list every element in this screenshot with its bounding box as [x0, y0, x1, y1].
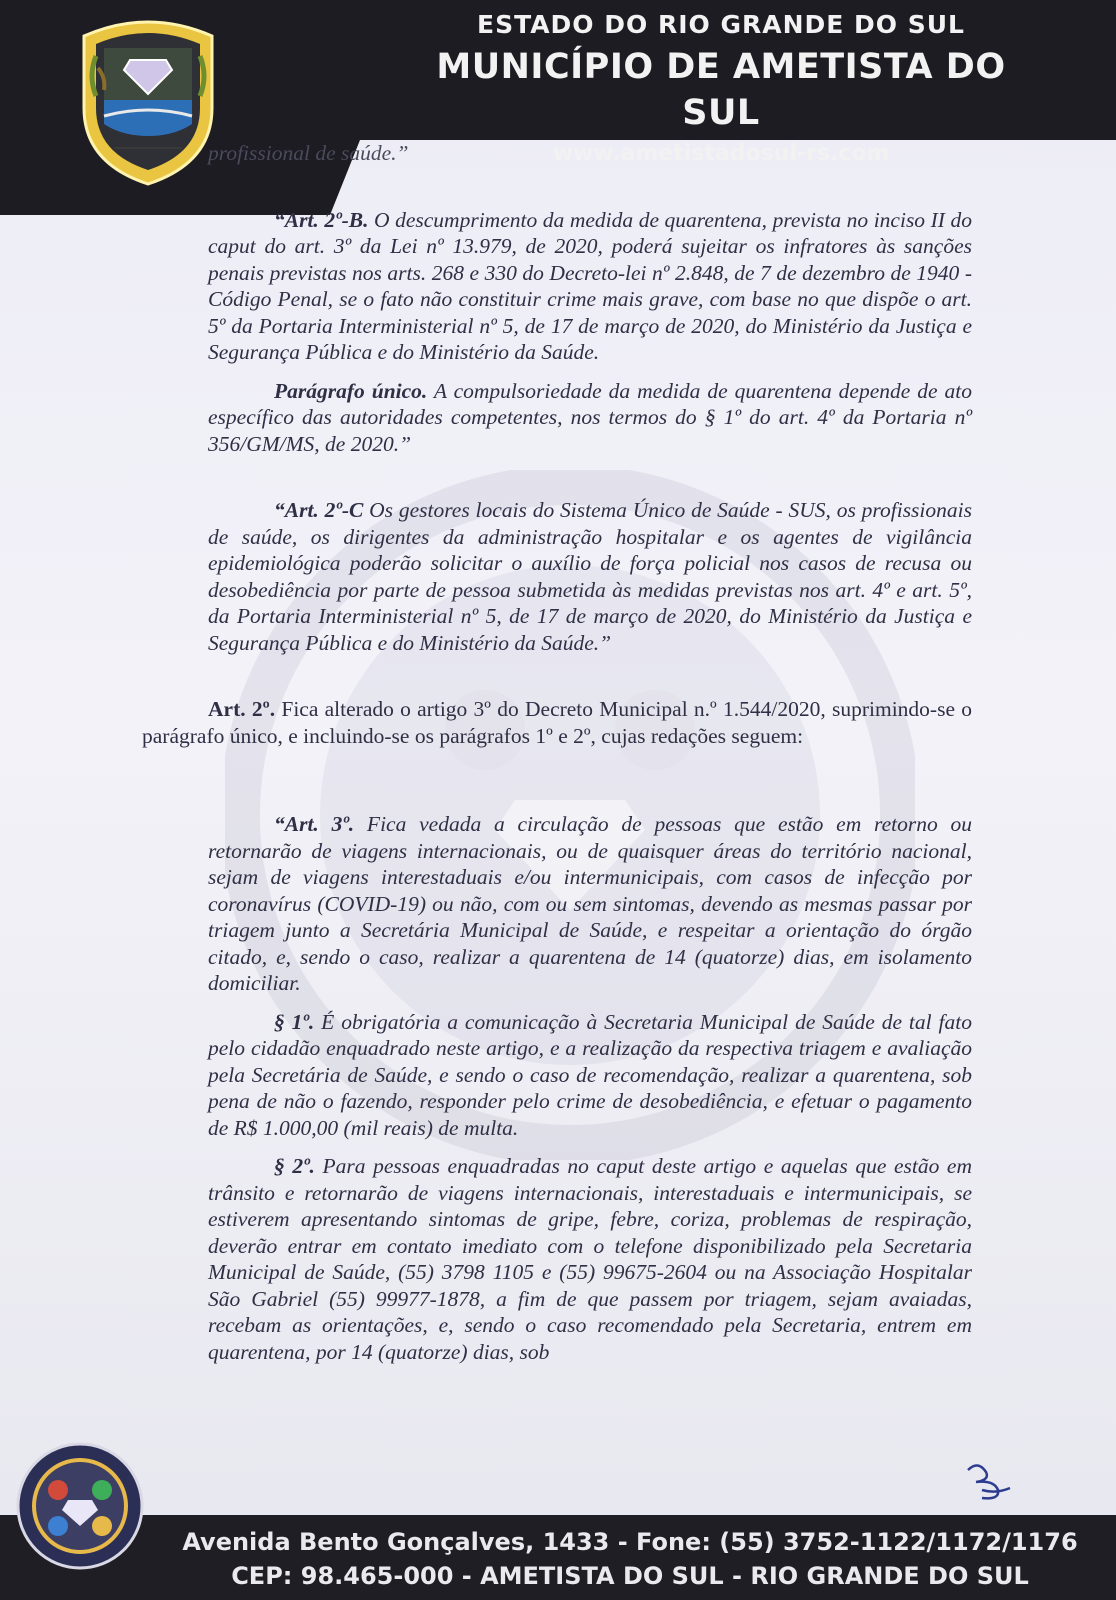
previous-page-fragment: profissional de saúde.” [208, 141, 409, 165]
signature-initials [962, 1460, 1016, 1504]
header-website: www.ametistadosul-rs.com [552, 141, 890, 166]
nosso-povo-seal-icon [14, 1440, 146, 1572]
article-2c-label: “Art. 2º-C [274, 498, 364, 522]
article-3-text: Fica vedada a circulação de pessoas que estão em retorno ou retornarão de viagens internacionais, ou de quaisquer áreas do território nacional, sejam de viagens interestaduais e/ou intermunicipais, com casos de infecção por coronavírus (COVID-19) ou não, com ou sem sintomas, devendo as mesmas passar por triagem junto a Secretária Municipal de Saúde, e respeitar a orientação do órgão citado, e, sendo o caso, realizar a quarentena de 14 (quatorze) dias, em isolamento domiciliar. [208, 812, 972, 995]
paragrafo-unico [208, 378, 972, 458]
paragraph-1 [208, 1009, 972, 1142]
article-2c [208, 497, 972, 656]
article-3-label: “Art. 3º. [274, 812, 355, 836]
paragraph-2 [208, 1153, 972, 1365]
article-2b-text: O descumprimento da medida de quarentena, prevista no inciso II do caput do art. 3º da Lei nº 13.979, de 2020, poderá sujeitar os infratores às sanções penais previstas nos arts. 268 e 330 do Decreto-lei nº 2.848, de 7 de dezembro de 1940 - Código Penal, se o fato não constituir crime mais grave, com base no que dispõe o art. 5º da Portaria Interministerial nº 5, de 17 de março de 2020, do Ministério da Justiça e Segurança Pública e do Ministério da Saúde. [208, 207, 972, 364]
article-2-label: Art. 2º. [208, 697, 276, 721]
article-2-text: Fica alterado o artigo 3º do Decreto Municipal n.º 1.544/2020, suprimindo-se o parágrafo único, e incluindo-se os parágrafos 1º e 2º, cujas redações seguem: [142, 697, 972, 748]
paragrafo-unico-label: Parágrafo único. [274, 378, 428, 403]
document-body [142, 140, 972, 1365]
header-municipality: MUNICÍPIO DE AMETISTA DO SUL [436, 47, 1006, 133]
article-2 [142, 696, 972, 749]
footer-cep: CEP: 98.465-000 - AMETISTA DO SUL - RIO GRANDE DO SUL [231, 1562, 1029, 1590]
paragrafo-unico-text: A compulsoriedade da medida de quarentena depende de ato específico das autoridades competentes, nos termos do § 1º do art. 4º da Portaria nº 356/GM/MS, de 2020.” [208, 378, 972, 456]
paragraph-2-label: § 2º. [274, 1154, 315, 1178]
header-state: ESTADO DO RIO GRANDE DO SUL [477, 10, 965, 39]
article-3 [208, 811, 972, 997]
paragraph-1-label: § 1º. [274, 1009, 315, 1034]
letterhead-footer [0, 1515, 1116, 1600]
article-2b-label: “Art. 2º-B. [274, 207, 369, 232]
paragraph-2-text: Para pessoas enquadradas no caput deste artigo e aquelas que estão em trânsito e retornarão de viagens internacionais, interestaduais e intermunicipais, se estiverem apresentando sintomas de gripe, febre, coriza, problemas de respiração, deverão entrar em contato imediato com o telefone disponibilizado pela Secretaria Municipal de Saúde, (55) 3798 1105 e (55) 99675-2604 ou na Associação Hospitalar São Gabriel (55) 99977-1878, a fim de que passem por triagem, sejam avaiadas, recebam as orientações, e, sendo o caso recomendado pela Secretaria, entrem em quarentena, por 14 (quatorze) dias, sob [208, 1154, 972, 1364]
footer-text-block [170, 1525, 1090, 1593]
footer-address: Avenida Bento Gonçalves, 1433 - Fone: (55) 3752-1122/1172/1176 [182, 1528, 1078, 1556]
paragraph-1-text: É obrigatória a comunicação à Secretaria Municipal de Saúde de tal fato pelo cidadão enquadrado neste artigo, e a realização da respectiva triagem e avaliação pela Secretária de Saúde, e sendo o caso de recomendação, realizar a quarentena, sob pena de não o fazendo, responder pelo crime de desobediência, e efetuar o pagamento de R$ 1.000,00 (mil reais) de multa. [208, 1009, 972, 1140]
article-2b [208, 207, 972, 366]
article-2c-text: Os gestores locais do Sistema Único de Saúde - SUS, os profissionais de saúde, os dirigentes da administração hospitalar e os agentes de vigilância epidemiológica poderão solicitar o auxílio de força policial nos casos de recusa ou desobediência por parte de pessoa submetida às medidas previstas nos art. 4º e art. 5º, da Portaria Interministerial nº 5, de 17 de março de 2020, do Ministério da Justiça e Segurança Pública e do Ministério da Saúde.” [208, 498, 972, 655]
